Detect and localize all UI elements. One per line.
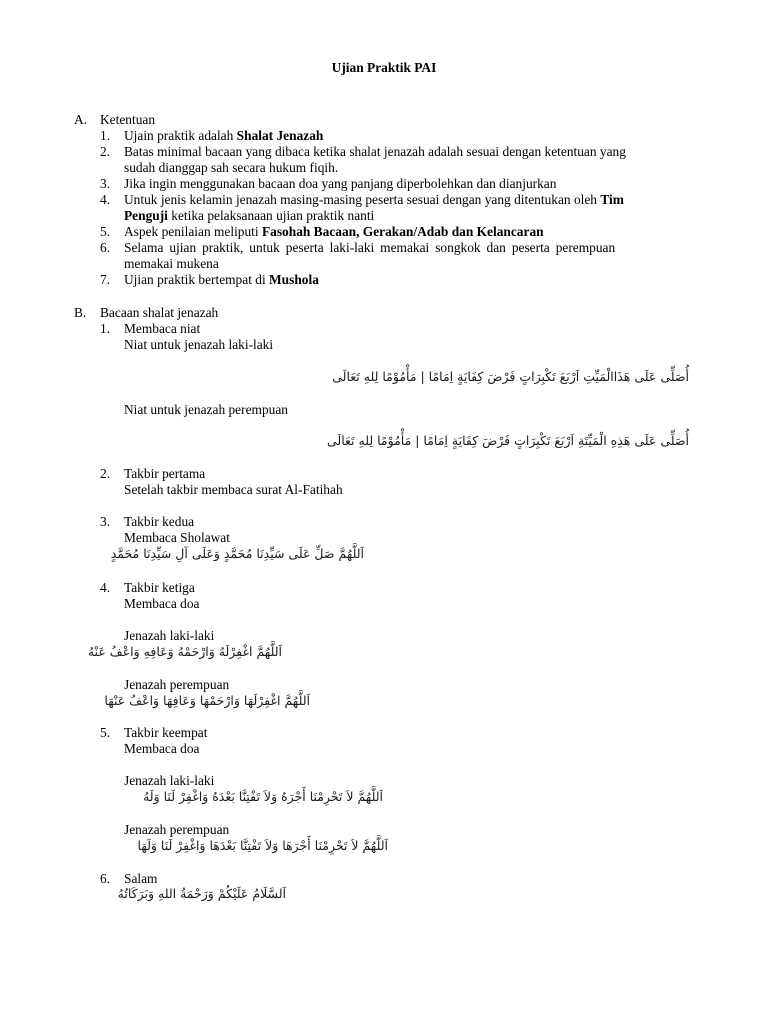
arabic-text: اَللَّهُمَّ صَلِّ عَلَى سَيِّدِنَا مُحَمَّدٍ وَعَلَى آلِ سَيِّدِنَا مُحَمَّدٍ — [110, 546, 364, 561]
list-item-number: 4. — [100, 192, 111, 207]
item-text-continued: memakai mukena — [124, 256, 219, 271]
arabic-text: اَللَّهُمَّ اغْفِرْلَهُ وَارْحَمْهُ وَعَافِهِ وَاعْفُ عَنْهُ — [87, 644, 282, 659]
list-item-number: 5. — [100, 725, 111, 740]
item-text: Batas minimal bacaan yang dibaca ketika shalat jenazah adalah sesuai dengan ketentuan yang — [124, 144, 626, 159]
list-item-number: 6. — [100, 240, 111, 255]
list-item-number: 3. — [100, 514, 111, 529]
section-b-heading: Bacaan shalat jenazah — [100, 305, 219, 320]
arabic-text: اَللَّهُمَّ لاَ تَحْرِمْنَا أَجْرَهَا وَلاَ تَفْتِنَّا بَعْدَهَا وَاغْفِرْ لَنَا وَلَهَا — [137, 838, 388, 853]
item-text-continued: sudah dianggap sah secara hukum fiqih. — [124, 160, 339, 175]
step-title: Takbir keempat — [124, 725, 208, 740]
step-label: Jenazah perempuan — [124, 822, 230, 837]
list-item-number: 1. — [100, 321, 111, 336]
list-item — [124, 128, 696, 144]
arabic-text: اَللَّهُمَّ اغْفِرْلَهَا وَارْحَمْهَا وَعَافِهَا وَاعْفُ عَنْهَا — [104, 693, 310, 708]
step-title: Takbir ketiga — [124, 580, 195, 595]
step-subtitle: Niat untuk jenazah perempuan — [124, 402, 288, 417]
list-item-number: 7. — [100, 272, 111, 287]
step-subtitle: Membaca doa — [124, 741, 200, 756]
arabic-text: أُصَلِّى عَلَى هَذِهِ الْمَيِّتَةِ اَرْبَعَ تَكْبِرَاتٍ فَرْضَ كِفَايَةٍ اِمَامًا | مَأْمُوْمًا لِلهِ تَعَالَى — [326, 433, 689, 448]
arabic-text: اَلسَّلَامُ عَلَيْكُمْ وَرَحْمَةُ اللهِ وَبَرَكَاتُهُ — [117, 886, 286, 901]
step-subtitle: Membaca Sholawat — [124, 530, 230, 545]
step-title: Takbir pertama — [124, 466, 206, 481]
list-item-number: 2. — [100, 466, 111, 481]
list-item-number: 2. — [100, 144, 111, 159]
item-text-continued: ketika pelaksanaan ujian praktik nanti — [167, 208, 375, 223]
page-title: Ujian Praktik PAI — [331, 60, 437, 75]
step-subtitle: Niat untuk jenazah laki-laki — [124, 337, 274, 352]
list-item-number: 5. — [100, 224, 111, 239]
list-item-number: 1. — [100, 128, 111, 143]
list-item-number: 3. — [100, 176, 111, 191]
list-item-number: 4. — [100, 580, 111, 595]
list-item — [124, 192, 696, 224]
list-item-number: 6. — [100, 871, 111, 886]
step-subtitle: Membaca doa — [124, 596, 200, 611]
step-label: Jenazah laki-laki — [124, 628, 215, 643]
step-label: Jenazah perempuan — [124, 677, 230, 692]
list-item — [124, 224, 696, 240]
item-text: Ujian praktik bertempat di — [124, 272, 270, 287]
step-title: Salam — [124, 871, 158, 886]
step-label: Jenazah laki-laki — [124, 773, 215, 788]
arabic-text: أُصَلِّى عَلَى هَذَاالْمَيِّتِ اَرْبَعَ تَكْبِرَاتٍ فَرْضَ كِفَايَةٍ اِمَامًا | مَأْمُوْمًا لِلهِ تَعَالَى — [332, 369, 689, 384]
item-bold-text: Tim — [600, 192, 624, 207]
section-b-letter: B. — [74, 305, 87, 320]
item-text: Aspek penilaian meliputi — [124, 224, 262, 239]
arabic-text: اَللَّهُمَّ لاَ تَحْرِمْنَا أَجْرَهُ وَلاَ تَفْتِنَّا بَعْدَهُ وَاغْفِرْ لَنَا وَلَهُ — [143, 789, 383, 804]
item-bold-text: Penguji — [124, 208, 168, 223]
item-text: Selama ujian praktik, untuk peserta laki-laki memakai songkok dan peserta perempuan — [124, 240, 616, 255]
list-item — [124, 144, 696, 176]
list-item — [124, 240, 696, 272]
item-text: Ujain praktik adalah — [124, 128, 237, 143]
step-title: Takbir kedua — [124, 514, 195, 529]
list-item: Jika ingin menggunakan bacaan doa yang panjang diperbolehkan dan dianjurkan — [124, 176, 557, 191]
item-bold-text: Fasohah Bacaan, Gerakan/Adab dan Kelancaran — [261, 224, 544, 239]
section-a-heading: Ketentuan — [100, 112, 156, 127]
step-title: Membaca niat — [124, 321, 201, 336]
section-a-letter: A. — [74, 112, 88, 127]
item-text: Untuk jenis kelamin jenazah masing-masing peserta sesuai dengan yang ditentukan oleh — [124, 192, 601, 207]
item-bold-text: Mushola — [269, 272, 319, 287]
list-item — [124, 272, 696, 288]
item-bold-text: Shalat Jenazah — [236, 128, 324, 143]
step-subtitle: Setelah takbir membaca surat Al-Fatihah — [124, 482, 343, 497]
